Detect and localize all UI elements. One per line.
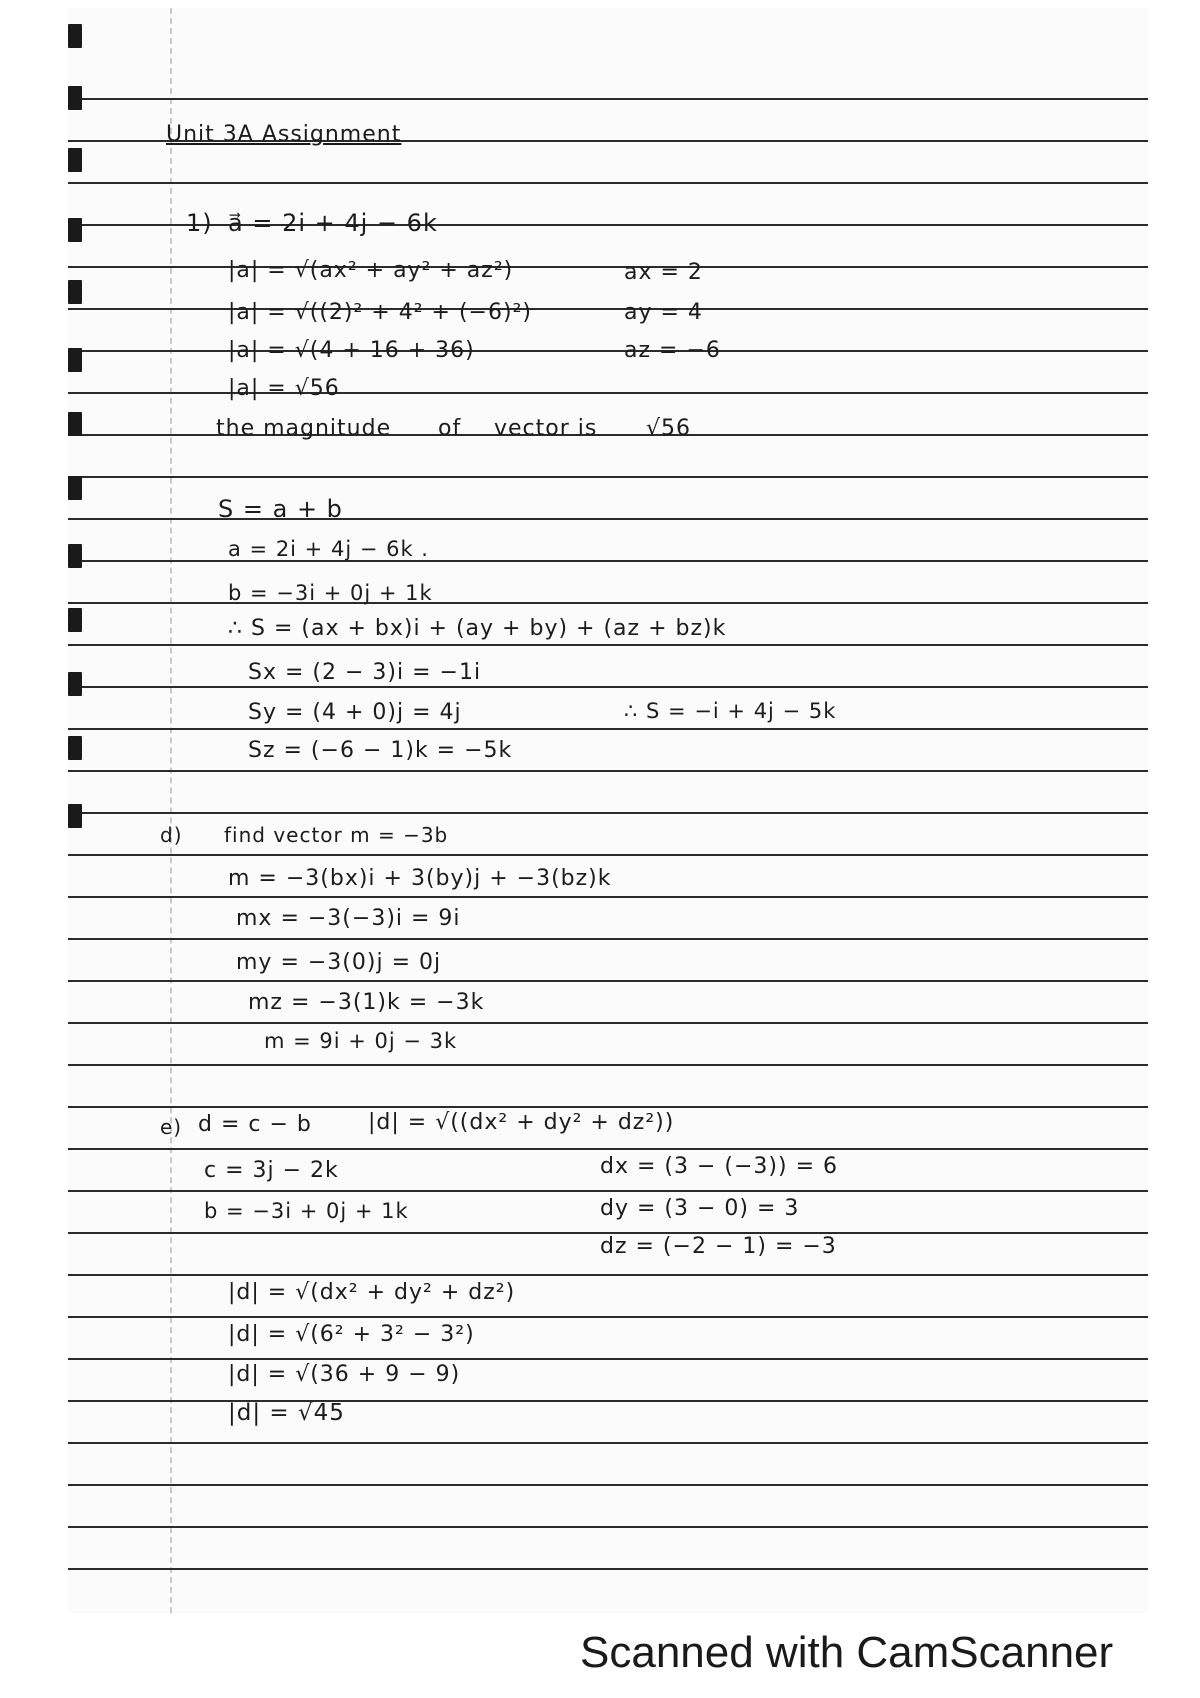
- ruled-line: [68, 854, 1148, 856]
- d-magnitude-2: |d| = √(6² + 3² − 3²): [228, 1322, 475, 1347]
- sum-components-formula: ∴ S = (ax + bx)i + (ay + by) + (az + bz)k: [228, 616, 727, 641]
- ruled-line: [68, 896, 1148, 898]
- ruled-line: [68, 98, 1148, 100]
- sum-definition: S = a + b: [218, 495, 343, 523]
- d-label: d): [160, 823, 183, 847]
- binding-hole: [68, 608, 82, 632]
- d-magnitude-formula: |d| = √((dx² + dy² + dz²)): [368, 1110, 675, 1135]
- q1-vector: a⃗ = 2i + 4j − 6k: [228, 209, 438, 237]
- notebook-page: [68, 8, 1148, 1613]
- vector-b-again: b = −3i + 0j + 1k: [204, 1199, 409, 1223]
- e-label: e): [160, 1115, 183, 1139]
- binding-hole: [68, 86, 82, 110]
- page-title: Unit 3A Assignment: [166, 122, 402, 147]
- ruled-line: [68, 1442, 1148, 1444]
- binding-hole: [68, 148, 82, 172]
- q1-ax: ax = 2: [624, 260, 703, 285]
- vector-a: a = 2i + 4j − 6k .: [228, 537, 429, 561]
- q1-magnitude-substitution: |a| = √((2)² + 4² + (−6)²): [228, 300, 532, 325]
- ruled-line: [68, 182, 1148, 184]
- binding-hole: [68, 218, 82, 242]
- ruled-line: [68, 1022, 1148, 1024]
- sum-z: Sz = (−6 − 1)k = −5k: [248, 738, 513, 763]
- binding-hole: [68, 24, 82, 48]
- ruled-line: [68, 812, 1148, 814]
- ruled-line: [68, 1148, 1148, 1150]
- binding-hole: [68, 348, 82, 372]
- d-magnitude-1: |d| = √(dx² + dy² + dz²): [228, 1280, 516, 1305]
- d-task: find vector m = −3b: [224, 823, 449, 847]
- d-z: dz = (−2 − 1) = −3: [600, 1234, 837, 1259]
- ruled-line: [68, 1190, 1148, 1192]
- ruled-line: [68, 1568, 1148, 1570]
- q1-magnitude-sum: |a| = √(4 + 16 + 36): [228, 338, 475, 363]
- ruled-line: [68, 476, 1148, 478]
- q1-magnitude-formula: |a| = √(ax² + ay² + az²): [228, 258, 514, 283]
- binding-hole: [68, 672, 82, 696]
- sum-y: Sy = (4 + 0)j = 4j: [248, 700, 462, 725]
- ruled-line: [68, 1526, 1148, 1528]
- d-definition: d = c − b: [198, 1112, 312, 1137]
- binding-hole: [68, 476, 82, 500]
- ruled-line: [68, 770, 1148, 772]
- m-y: my = −3(0)j = 0j: [236, 950, 442, 975]
- m-result: m = 9i + 0j − 3k: [264, 1029, 458, 1053]
- margin-line: [170, 8, 172, 1613]
- ruled-line: [68, 644, 1148, 646]
- d-magnitude-3: |d| = √(36 + 9 − 9): [228, 1362, 461, 1387]
- q1-label: 1): [186, 209, 213, 237]
- ruled-line: [68, 1316, 1148, 1318]
- d-x: dx = (3 − (−3)) = 6: [600, 1154, 839, 1179]
- binding-hole: [68, 280, 82, 304]
- binding-hole: [68, 412, 82, 436]
- q1-conclusion-3: vector is: [494, 416, 598, 441]
- ruled-line: [68, 1064, 1148, 1066]
- ruled-line: [68, 728, 1148, 730]
- ruled-line: [68, 686, 1148, 688]
- sum-x: Sx = (2 − 3)i = −1i: [248, 660, 482, 685]
- q1-conclusion-4: √56: [646, 416, 692, 441]
- vector-c: c = 3j − 2k: [204, 1158, 339, 1183]
- q1-conclusion-1: the magnitude: [216, 416, 392, 441]
- d-magnitude-result: |d| = √45: [228, 1400, 345, 1426]
- d-y: dy = (3 − 0) = 3: [600, 1196, 800, 1221]
- q1-conclusion-2: of: [438, 416, 462, 441]
- binding-hole: [68, 544, 82, 568]
- m-x: mx = −3(−3)i = 9i: [236, 906, 461, 931]
- binding-hole: [68, 804, 82, 828]
- sum-result: ∴ S = −i + 4j − 5k: [624, 699, 837, 723]
- binding-hole: [68, 736, 82, 760]
- ruled-line: [68, 938, 1148, 940]
- q1-ay: ay = 4: [624, 300, 703, 325]
- q1-magnitude-result: |a| = √56: [228, 376, 340, 401]
- scanner-watermark: Scanned with CamScanner: [580, 1628, 1114, 1677]
- binding-edge: [0, 0, 68, 1698]
- ruled-line: [68, 980, 1148, 982]
- q1-az: az = −6: [624, 338, 721, 363]
- vector-b: b = −3i + 0j + 1k: [228, 581, 433, 605]
- m-z: mz = −3(1)k = −3k: [248, 990, 485, 1015]
- ruled-line: [68, 1274, 1148, 1276]
- ruled-line: [68, 1484, 1148, 1486]
- m-formula: m = −3(bx)i + 3(by)j + −3(bz)k: [228, 866, 612, 891]
